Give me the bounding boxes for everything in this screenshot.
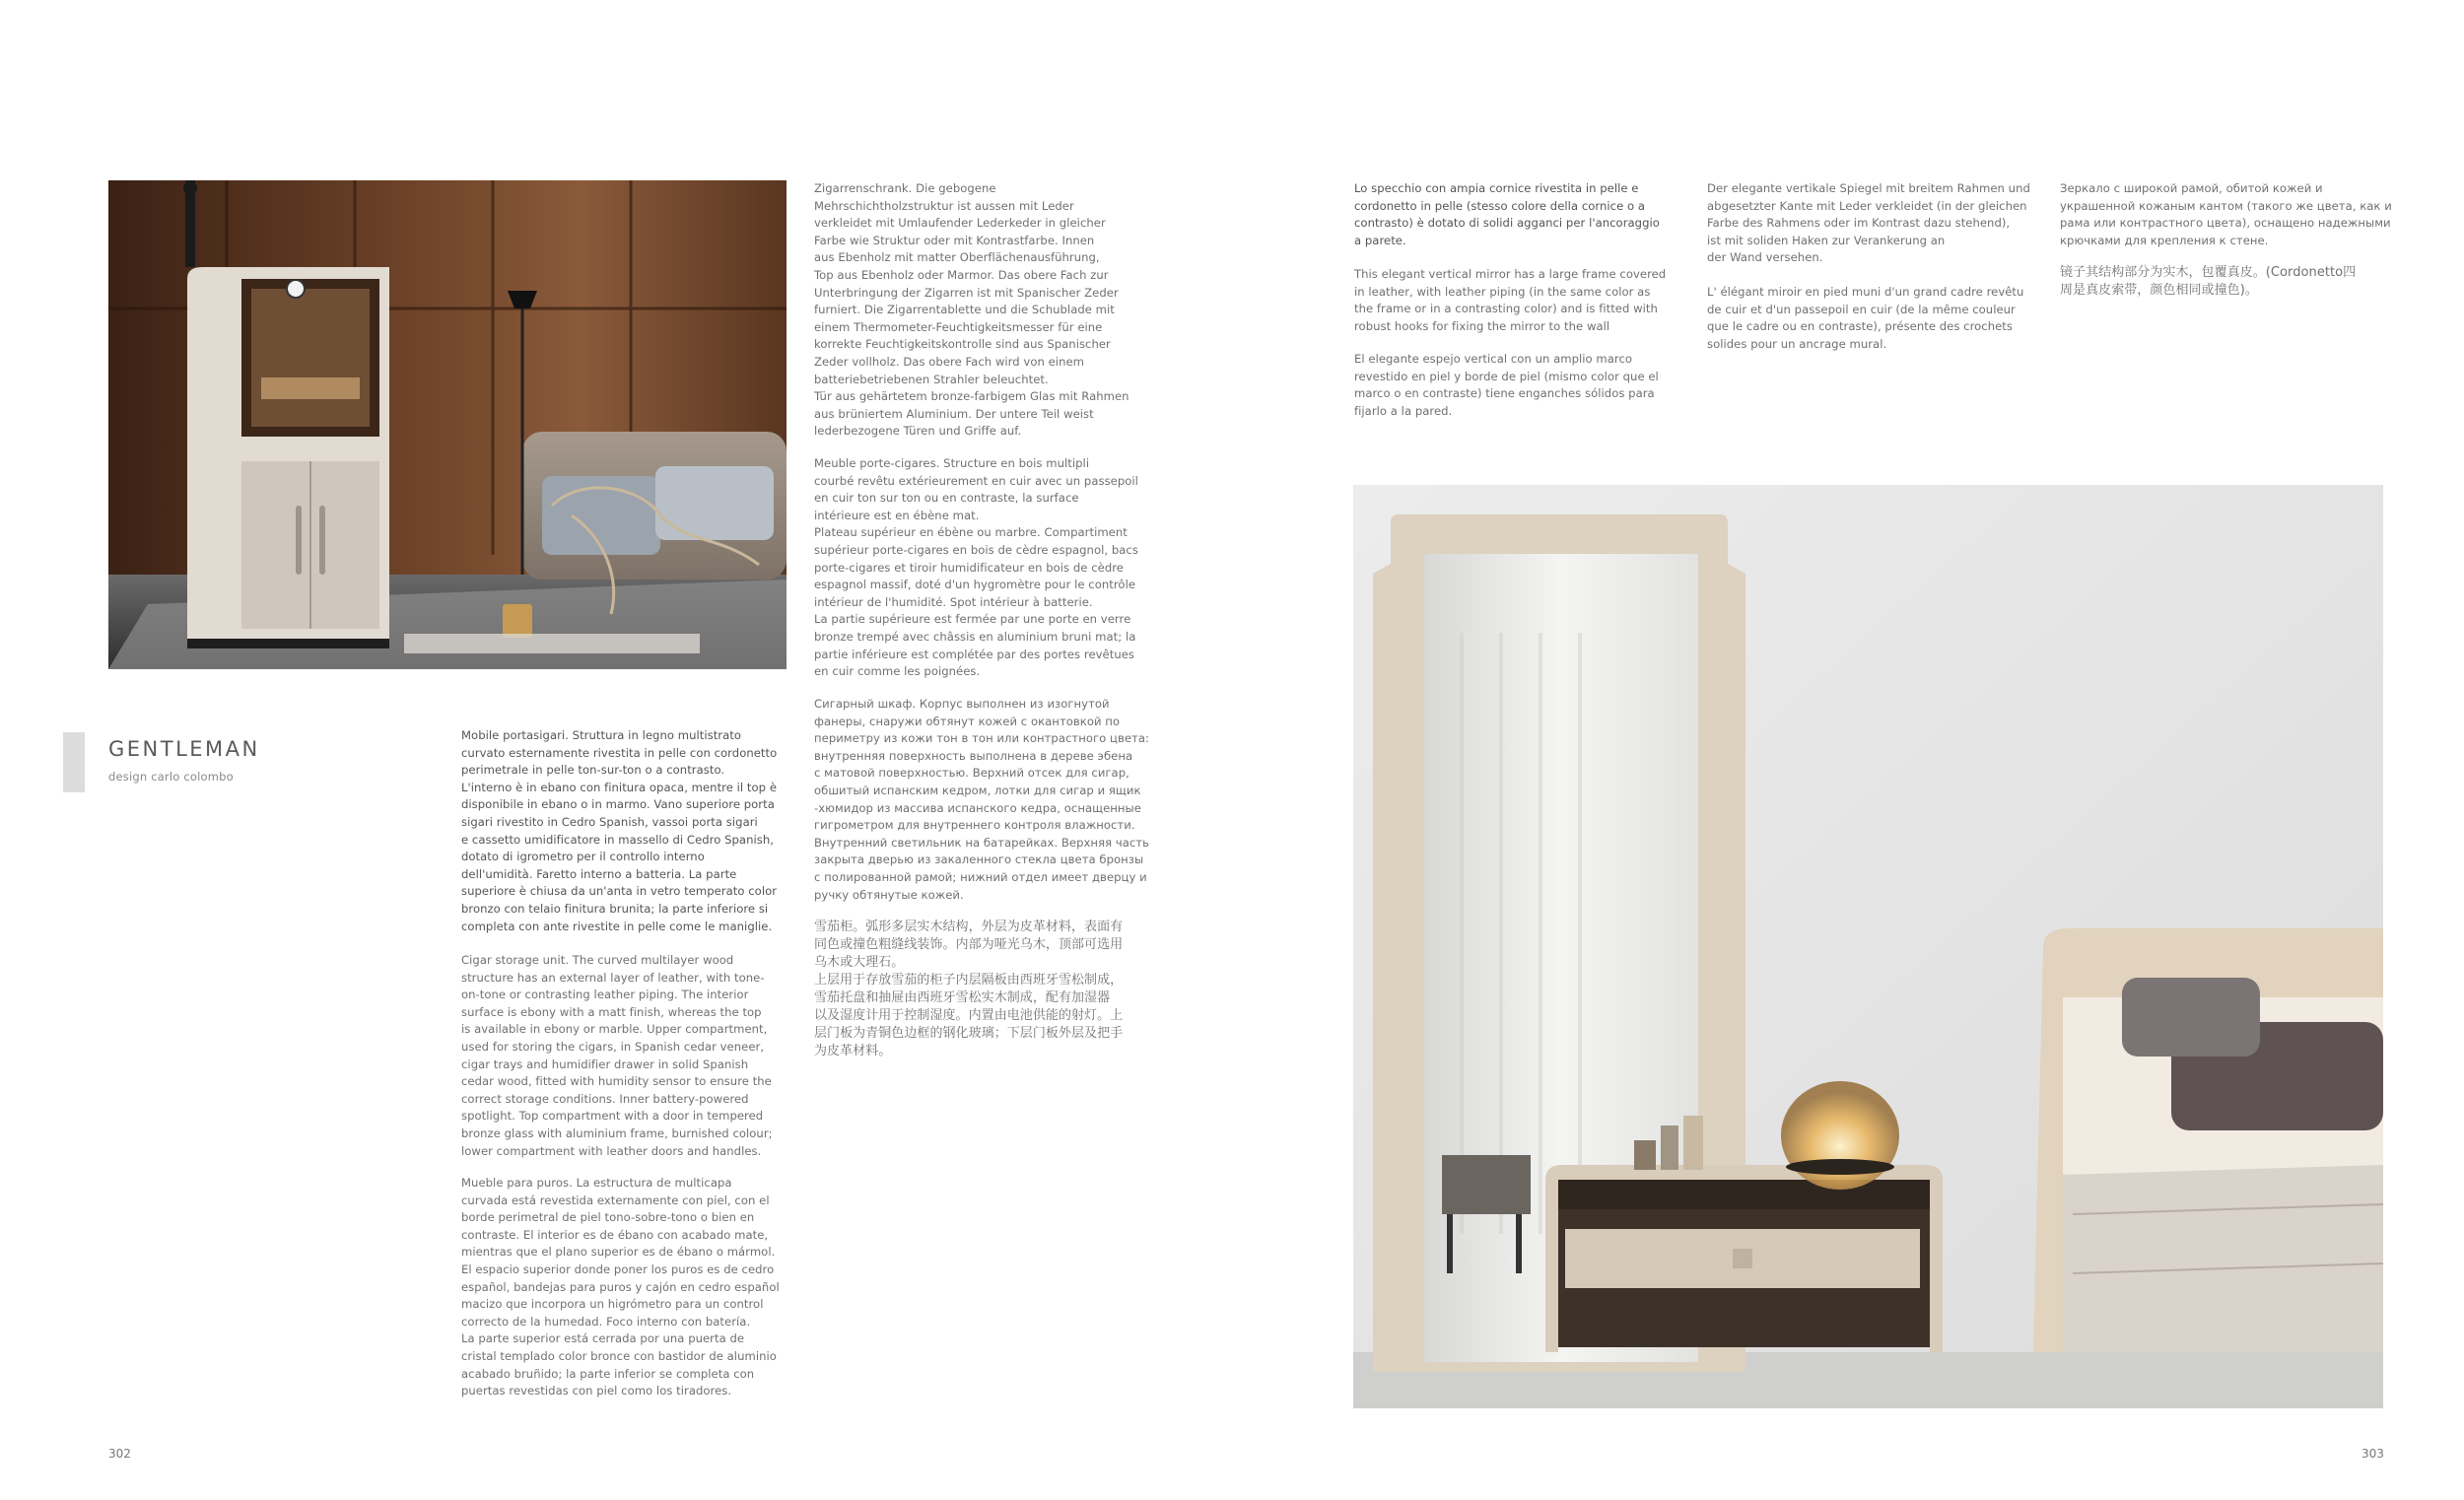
text-ru-mirror: Зеркало с широкой рамой, обитой кожей и украшенной кожаным кантом (такого же цвета, как и рама или контрастного цвета), оснащено надежными крючками для крепления к стене. xyxy=(2060,181,2392,247)
text-es-cabinet: Mueble para puros. La estructura de multicapa curvada está revestida externamente con piel, con el borde perimetral de piel tono-sobre-tono o bien en contraste. El interior es de ébano con acabado mate, mientras que el plano superior es de ébano o mármol. El espacio superior donde poner los puros es de cedro español, bandejas para puros y cajón en cedro español macizo que incorpora un higrómetro para un control correcto de la humedad. Foco interno con batería. La parte superior está cerrada por una puerta de cristal templado color bronce con bastidor de aluminio acabado bruñido; la parte inferior se completa con puertas revestidas con piel como los tiradores. xyxy=(461,1176,780,1398)
title-accent-bar xyxy=(63,732,85,792)
product-designer: design carlo colombo xyxy=(108,770,234,784)
text-ru-cabinet: Сигарный шкаф. Корпус выполнен из изогнутой фанеры, снаружи обтянут кожей с окантовкой по периметру из кожи тон в тон или контрастного цвета: внутренняя поверхность выполнена в дереве эбена с матовой поверхностью. Верхний отсек для сигар, обшитый испанским кедром, лотки для сигар и ящик -хюмидор из массива испанского кедра, оснащенные гигрометром для внутреннего контроля влажности. Внутренний светильник на батарейках. Верхняя часть закрыта дверью из закаленного стекла цвета бронзы с полированной рамой; нижний отдел имеет дверцу и ручку обтянутые кожей. xyxy=(814,697,1150,902)
page-number-right: 303 xyxy=(2361,1447,2384,1461)
text-fr-cabinet: Meuble porte-cigares. Structure en bois multipli courbé revêtu extérieurement en cuir avec un passepoil en cuir ton sur ton ou en contraste, la surface intérieure est en ébène mat. Plateau supérieur en ébène ou marbre. Compartiment supérieur porte-cigares en bois de cèdre espagnol, bacs porte-cigares et tiroir humidificateur en bois de cèdre espagnol massif, doté d'un hygromètre pour le contrôle intérieur de l'humidité. Spot intérieur à batterie. La partie supérieure est fermée par une porte en verre bronze trempé avec châssis en aluminium bruni mat; la partie inférieure est complétée par des portes revêtues en cuir comme les poignées. xyxy=(814,456,1138,679)
text-it-cabinet: Mobile portasigari. Struttura in legno multistrato curvato esternamente rivestita in pelle con cordonetto perimetrale in pelle ton-sur-ton o a contrasto. L'interno è in ebano con finitura opaca, mentre il top è disponibile in ebano o in marmo. Vano superiore porta sigari rivestito in Cedro Spanish, vassoi porta sigari e cassetto umidificatore in massello di Cedro Spanish, dotato di igrometro per il controllo interno dell'umidità. Faretto interno a batteria. La parte superiore è chiusa da un'anta in vetro temperato color bronzo con telaio finitura brunita; la parte inferiore si completa con ante rivestite in pelle come le maniglie. xyxy=(461,728,778,933)
text-zh-mirror: 镜子其结构部分为实木，包覆真皮。(Cordonetto四 周是真皮索带，颜色相同或撞色)。 xyxy=(2060,265,2357,298)
text-it-mirror: Lo specchio con ampia cornice rivestita in pelle e cordonetto in pelle (stesso colore della cornice o a contrasto) è dotato di solidi agganci per l'ancoraggio a parete. xyxy=(1354,181,1660,247)
text-en-cabinet: Cigar storage unit. The curved multilayer wood structure has an external layer of leather, with tone- on-tone or contrasting leather piping. The interior surface is ebony with a matt finish, whereas the top is available in ebony or marble. Upper compartment, used for storing the cigars, in Spanish cedar veneer, cigar trays and humidifier drawer in solid Spanish cedar wood, fitted with humidity sensor to ensure the correct storage conditions. Inner battery-powered spotlight. Top compartment with a door in tempered bronze glass with aluminium frame, burnished colour; lower compartment with leather doors and handles. xyxy=(461,953,773,1158)
text-en-mirror: This elegant vertical mirror has a large frame covered in leather, with leather piping (in the same color as the frame or in a contrasting color) and is fitted with robust hooks for fixing the mirror to the wall xyxy=(1354,267,1667,333)
cabinet-room-illustration xyxy=(108,180,787,669)
text-fr-mirror: L' élégant miroir en pied muni d'un grand cadre revêtu de cuir et d'un passepoil en cuir (de la même couleur que le cadre ou en contraste), présente des crochets solides pour un ancrage mural. xyxy=(1707,285,2024,351)
product-title: GENTLEMAN xyxy=(108,737,260,761)
page-number-left: 302 xyxy=(108,1447,131,1461)
text-es-mirror: El elegante espejo vertical con un amplio marco revestido en piel y borde de piel (mismo color que el marco o en contraste) tiene enganches sólidos para fijarlo a la pared. xyxy=(1354,352,1659,418)
text-de-mirror: Der elegante vertikale Spiegel mit breitem Rahmen und abgesetzter Kante mit Leder verkleidet (in der gleichen Farbe des Rahmens oder im Kontrast dazu stehend), ist mit soliden Haken zur Verankerung an der Wand versehen. xyxy=(1707,181,2030,265)
text-zh-cabinet: 雪茄柜。弧形多层实木结构，外层为皮革材料，表面有 同色或撞色粗缝线装饰。内部为哑光乌木，顶部可选用 乌木或大理石。 上层用于存放雪茄的柜子内层隔板由西班牙雪松制成， 雪茄托盘和抽屉由西班牙雪松实木制成，配有加湿器 以及湿度计用于控制湿度。内置由电池供能的射灯。上 层门板为青铜色边框的钢化玻璃；下层门板外层及把手 为皮革材料。 xyxy=(814,920,1124,1058)
text-de-cabinet: Zigarrenschrank. Die gebogene Mehrschichtholzstruktur ist aussen mit Leder verkleidet mit Umlaufender Lederkeder in gleicher Farbe wie Struktur oder mit Kontrastfarbe. Innen aus Ebenholz mit matter Oberflächenausführung, Top aus Ebenholz oder Marmor. Das obere Fach zur Unterbringung der Zigarren ist mit Spanischer Zeder furniert. Die Zigarrentablette und die Schublade mit einem Thermometer-Feuchtigkeitsmesser für eine korrekte Feuchtigkeitskontrolle sind aus Spanischer Zeder vollholz. Das obere Fach wird von einem batteriebetriebenen Strahler beleuchtet. Tür aus gehärtetem bronze-farbigem Glas mit Rahmen aus brüniertem Aluminium. Der untere Teil weist lederbezogene Türen und Griffe auf. xyxy=(814,181,1129,439)
photo-mirror-bedroom xyxy=(1353,485,2383,1408)
photo-cigar-cabinet-room xyxy=(108,180,787,669)
mirror-bedroom-illustration xyxy=(1353,485,2383,1408)
